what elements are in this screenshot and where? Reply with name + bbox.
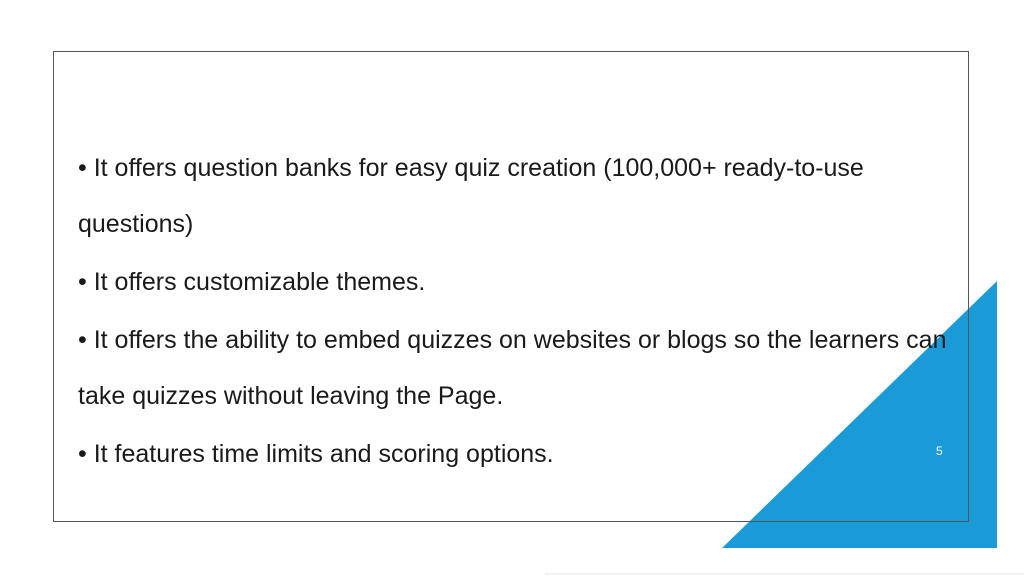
bullet-item: • It offers customizable themes. [78,268,426,296]
bullet-item: • It offers question banks for easy quiz creation (100,000+ ready-to-use questions) [78,154,864,238]
page-number: 5 [936,444,943,458]
bullet-item: • It offers the ability to embed quizzes on websites or blogs so the learners can take quizzes without leaving the Page. [78,326,947,410]
content-frame [53,51,969,522]
bullet-list [78,140,958,484]
bullet-item: • It features time limits and scoring options. [78,440,554,468]
bottom-divider [545,573,1024,575]
